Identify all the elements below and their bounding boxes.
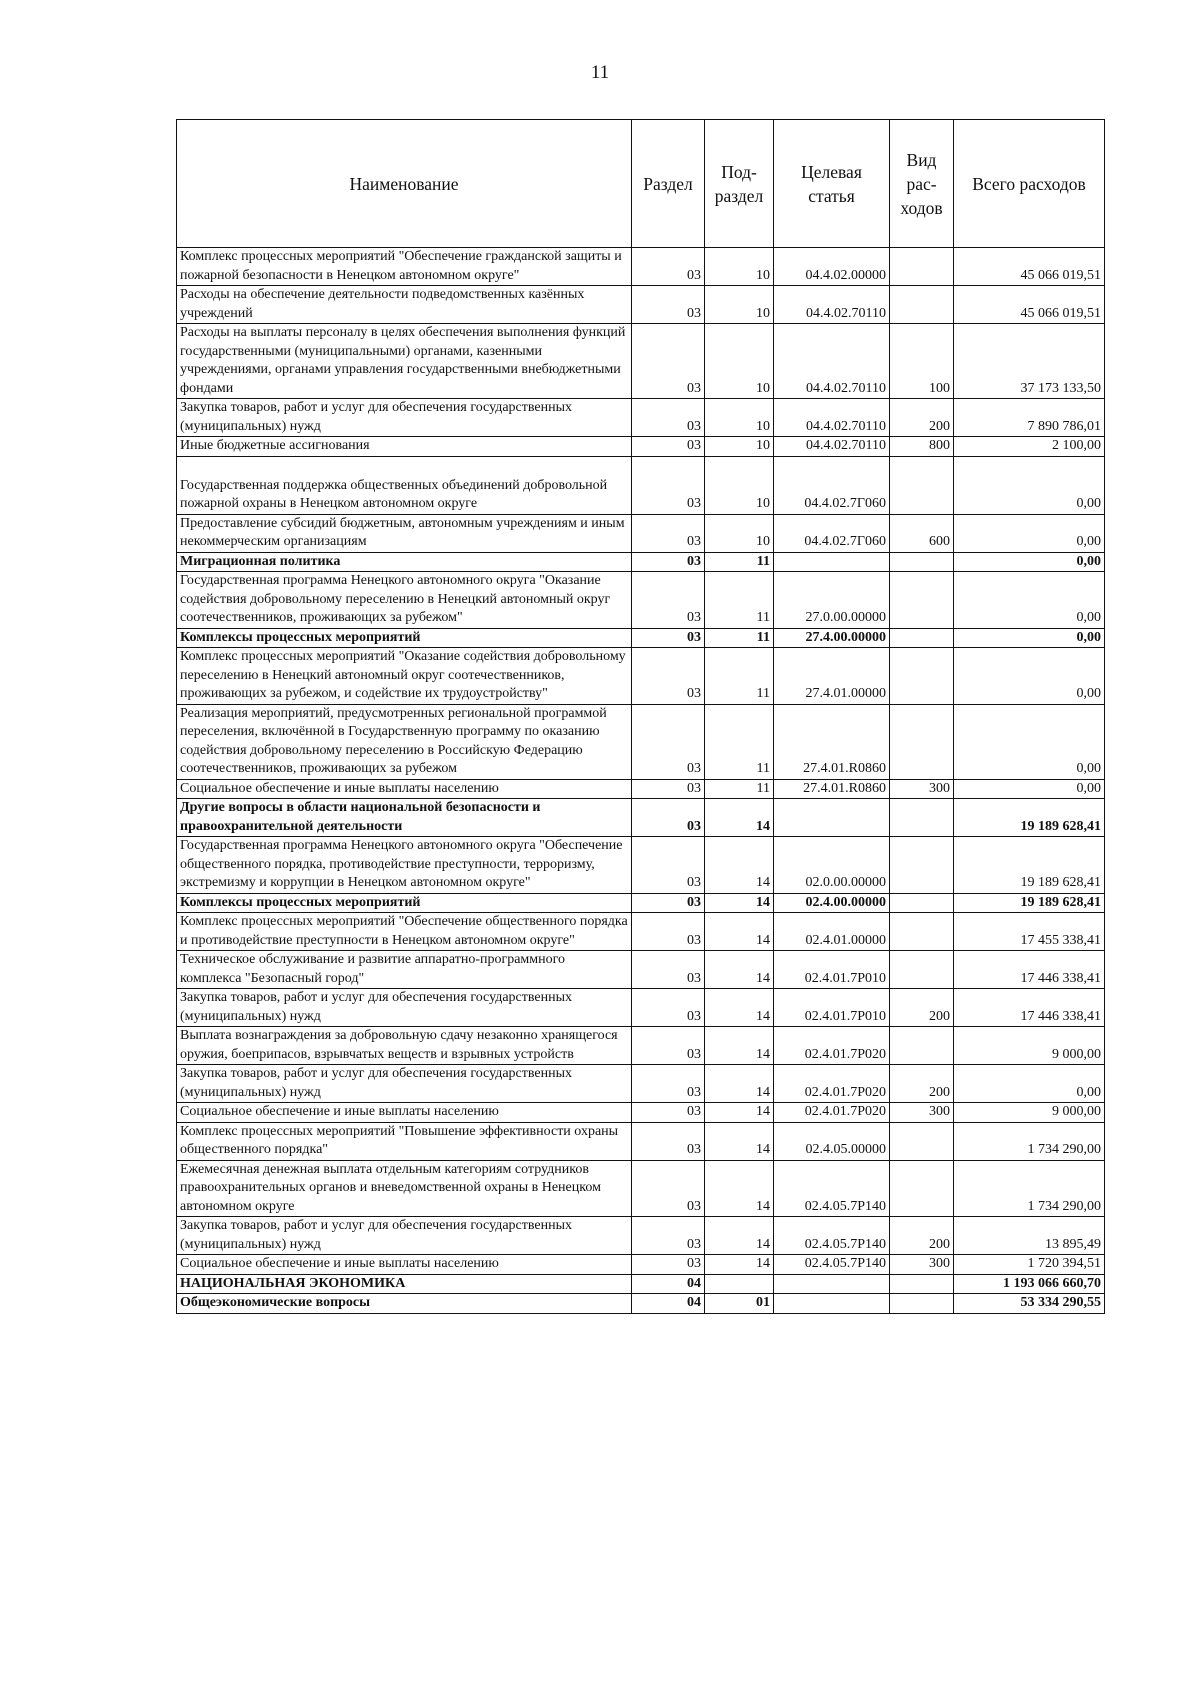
table-row — [177, 286, 1105, 324]
table-row — [177, 779, 1105, 799]
cell-razdel: 04 — [632, 1274, 705, 1294]
cell-razdel: 04 — [632, 1294, 705, 1314]
cell-name: Комплекс процессных мероприятий "Повышение эффективности охраны общественного порядка" — [177, 1122, 632, 1160]
cell-amount: 53 334 290,55 — [954, 1294, 1105, 1314]
cell-name: Государственная поддержка общественных объединений добровольной пожарной охраны в Ненецком автономном округе — [177, 456, 632, 514]
cell-vid — [890, 837, 954, 894]
cell-razdel: 03 — [632, 628, 705, 648]
table-row — [177, 324, 1105, 399]
cell-vid — [890, 648, 954, 705]
cell-razdel: 03 — [632, 1160, 705, 1217]
cell-vid — [890, 286, 954, 324]
cell-target: 27.4.01.R0860 — [774, 779, 890, 799]
cell-target: 04.4.02.70110 — [774, 286, 890, 324]
cell-amount: 0,00 — [954, 779, 1105, 799]
cell-name: Социальное обеспечение и иные выплаты населению — [177, 1255, 632, 1275]
cell-target: 27.4.00.00000 — [774, 628, 890, 648]
cell-name: Ежемесячная денежная выплата отдельным категориям сотрудников правоохранительных органов и вневедомственной охраны в Ненецком автономном округе — [177, 1160, 632, 1217]
cell-vid — [890, 572, 954, 629]
cell-razdel: 03 — [632, 286, 705, 324]
cell-name: Другие вопросы в области национальной безопасности и правоохранительной деятельности — [177, 799, 632, 837]
cell-razdel: 03 — [632, 989, 705, 1027]
cell-target: 02.4.01.7Р020 — [774, 1103, 890, 1123]
table-row — [177, 456, 1105, 514]
cell-vid: 300 — [890, 779, 954, 799]
cell-podrazdel: 11 — [705, 552, 774, 572]
cell-name: Иные бюджетные ассигнования — [177, 437, 632, 457]
cell-target: 02.4.05.00000 — [774, 1122, 890, 1160]
cell-razdel: 03 — [632, 437, 705, 457]
cell-razdel: 03 — [632, 1103, 705, 1123]
table-row — [177, 1065, 1105, 1103]
cell-vid — [890, 893, 954, 913]
cell-vid — [890, 456, 954, 514]
cell-razdel: 03 — [632, 456, 705, 514]
cell-razdel: 03 — [632, 399, 705, 437]
table-row — [177, 893, 1105, 913]
table-row — [177, 628, 1105, 648]
cell-vid — [890, 628, 954, 648]
cell-target: 02.4.01.7Р020 — [774, 1027, 890, 1065]
cell-amount: 9 000,00 — [954, 1027, 1105, 1065]
cell-name: Закупка товаров, работ и услуг для обеспечения государственных (муниципальных) нужд — [177, 1217, 632, 1255]
cell-amount: 0,00 — [954, 514, 1105, 552]
cell-target — [774, 1274, 890, 1294]
table-row — [177, 704, 1105, 779]
cell-target: 04.4.02.70110 — [774, 399, 890, 437]
cell-name: Комплекс процессных мероприятий "Оказание содействия добровольному переселению в Ненецкий автономный округ соотечественников, проживающих за рубежом, и содействие их трудоустройству" — [177, 648, 632, 705]
cell-razdel: 03 — [632, 893, 705, 913]
header-razdel: Раздел — [632, 120, 705, 248]
cell-name: Выплата вознаграждения за добровольную сдачу незаконно хранящегося оружия, боеприпасов, взрывчатых веществ и взрывных устройств — [177, 1027, 632, 1065]
cell-name: Техническое обслуживание и развитие аппаратно-программного комплекса "Безопасный город" — [177, 951, 632, 989]
cell-name: Предоставление субсидий бюджетным, автономным учреждениям и иным некоммерческим организациям — [177, 514, 632, 552]
table-row — [177, 951, 1105, 989]
cell-name: Государственная программа Ненецкого автономного округа "Обеспечение общественного порядка, противодействие преступности, терроризму, экстремизму и коррупции в Ненецком автономном округе" — [177, 837, 632, 894]
cell-podrazdel — [705, 1274, 774, 1294]
cell-vid — [890, 1027, 954, 1065]
cell-amount: 1 193 066 660,70 — [954, 1274, 1105, 1294]
cell-vid: 300 — [890, 1255, 954, 1275]
table-body — [177, 248, 1105, 1314]
header-vid: Вид рас-ходов — [890, 120, 954, 248]
table-row — [177, 248, 1105, 286]
cell-podrazdel: 14 — [705, 893, 774, 913]
cell-razdel: 03 — [632, 1065, 705, 1103]
cell-razdel: 03 — [632, 951, 705, 989]
cell-amount: 0,00 — [954, 628, 1105, 648]
cell-vid — [890, 1294, 954, 1314]
cell-razdel: 03 — [632, 1122, 705, 1160]
cell-amount: 17 455 338,41 — [954, 913, 1105, 951]
cell-target: 27.4.01.R0860 — [774, 704, 890, 779]
table-row — [177, 1217, 1105, 1255]
cell-razdel: 03 — [632, 704, 705, 779]
cell-vid: 300 — [890, 1103, 954, 1123]
cell-amount: 19 189 628,41 — [954, 837, 1105, 894]
cell-razdel: 03 — [632, 913, 705, 951]
cell-podrazdel: 14 — [705, 1103, 774, 1123]
cell-target: 27.0.00.00000 — [774, 572, 890, 629]
cell-podrazdel: 01 — [705, 1294, 774, 1314]
cell-name: Общеэкономические вопросы — [177, 1294, 632, 1314]
cell-vid: 600 — [890, 514, 954, 552]
cell-podrazdel: 10 — [705, 456, 774, 514]
cell-target — [774, 552, 890, 572]
cell-podrazdel: 11 — [705, 572, 774, 629]
cell-podrazdel: 11 — [705, 648, 774, 705]
cell-target — [774, 1294, 890, 1314]
cell-razdel: 03 — [632, 514, 705, 552]
table-row — [177, 837, 1105, 894]
cell-name: НАЦИОНАЛЬНАЯ ЭКОНОМИКА — [177, 1274, 632, 1294]
cell-amount: 17 446 338,41 — [954, 951, 1105, 989]
budget-table — [176, 119, 1105, 1314]
cell-target: 02.4.05.7Р140 — [774, 1160, 890, 1217]
cell-razdel: 03 — [632, 248, 705, 286]
cell-razdel: 03 — [632, 779, 705, 799]
cell-amount: 0,00 — [954, 1065, 1105, 1103]
cell-amount: 1 734 290,00 — [954, 1160, 1105, 1217]
cell-vid: 800 — [890, 437, 954, 457]
cell-target: 02.4.01.7Р010 — [774, 951, 890, 989]
cell-amount: 0,00 — [954, 648, 1105, 705]
cell-amount: 0,00 — [954, 704, 1105, 779]
cell-vid — [890, 799, 954, 837]
cell-vid — [890, 552, 954, 572]
cell-target: 27.4.01.00000 — [774, 648, 890, 705]
cell-amount: 1 720 394,51 — [954, 1255, 1105, 1275]
cell-target: 04.4.02.7Г060 — [774, 456, 890, 514]
cell-name: Закупка товаров, работ и услуг для обеспечения государственных (муниципальных) нужд — [177, 399, 632, 437]
cell-vid — [890, 704, 954, 779]
cell-podrazdel: 10 — [705, 248, 774, 286]
table-row — [177, 1122, 1105, 1160]
cell-name: Реализация мероприятий, предусмотренных региональной программой переселения, включённой в Государственную программу по оказанию содействия добровольному переселению в Российскую Федерацию соотечественников, проживающих за рубежом — [177, 704, 632, 779]
cell-target: 02.4.00.00000 — [774, 893, 890, 913]
cell-razdel: 03 — [632, 1217, 705, 1255]
cell-amount: 9 000,00 — [954, 1103, 1105, 1123]
cell-name: Расходы на выплаты персоналу в целях обеспечения выполнения функций государственными (муниципальными) органами, казенными учреждениями, органами управления государственными внебюджетными фондами — [177, 324, 632, 399]
cell-amount: 37 173 133,50 — [954, 324, 1105, 399]
cell-razdel: 03 — [632, 837, 705, 894]
cell-name: Социальное обеспечение и иные выплаты населению — [177, 779, 632, 799]
cell-name: Закупка товаров, работ и услуг для обеспечения государственных (муниципальных) нужд — [177, 1065, 632, 1103]
cell-amount: 17 446 338,41 — [954, 989, 1105, 1027]
cell-vid — [890, 951, 954, 989]
cell-podrazdel: 14 — [705, 1160, 774, 1217]
cell-vid — [890, 1160, 954, 1217]
page-number: 11 — [590, 62, 610, 83]
cell-podrazdel: 14 — [705, 837, 774, 894]
table-row — [177, 1103, 1105, 1123]
header-target: Целевая статья — [774, 120, 890, 248]
cell-podrazdel: 11 — [705, 704, 774, 779]
cell-vid: 100 — [890, 324, 954, 399]
cell-vid — [890, 913, 954, 951]
cell-vid — [890, 1274, 954, 1294]
cell-name: Комплекс процессных мероприятий "Обеспечение общественного порядка и противодействие преступности в Ненецком автономном округе" — [177, 913, 632, 951]
table-row — [177, 514, 1105, 552]
table-row — [177, 1274, 1105, 1294]
cell-amount: 19 189 628,41 — [954, 893, 1105, 913]
cell-podrazdel: 14 — [705, 1122, 774, 1160]
cell-target — [774, 799, 890, 837]
cell-target: 04.4.02.00000 — [774, 248, 890, 286]
table-row — [177, 648, 1105, 705]
cell-amount: 13 895,49 — [954, 1217, 1105, 1255]
cell-vid — [890, 248, 954, 286]
cell-podrazdel: 10 — [705, 324, 774, 399]
table-row — [177, 552, 1105, 572]
cell-razdel: 03 — [632, 1255, 705, 1275]
table-row — [177, 1294, 1105, 1314]
cell-vid: 200 — [890, 1065, 954, 1103]
cell-razdel: 03 — [632, 648, 705, 705]
cell-amount: 0,00 — [954, 572, 1105, 629]
cell-podrazdel: 10 — [705, 437, 774, 457]
table-row — [177, 572, 1105, 629]
cell-razdel: 03 — [632, 552, 705, 572]
cell-razdel: 03 — [632, 1027, 705, 1065]
table-row — [177, 437, 1105, 457]
cell-name: Комплексы процессных мероприятий — [177, 893, 632, 913]
table-row — [177, 399, 1105, 437]
cell-amount: 19 189 628,41 — [954, 799, 1105, 837]
cell-target: 02.4.01.7Р020 — [774, 1065, 890, 1103]
cell-name: Закупка товаров, работ и услуг для обеспечения государственных (муниципальных) нужд — [177, 989, 632, 1027]
cell-amount: 0,00 — [954, 456, 1105, 514]
cell-name: Комплексы процессных мероприятий — [177, 628, 632, 648]
cell-podrazdel: 11 — [705, 628, 774, 648]
header-podrazdel: Под-раздел — [705, 120, 774, 248]
cell-amount: 1 734 290,00 — [954, 1122, 1105, 1160]
cell-podrazdel: 11 — [705, 779, 774, 799]
cell-vid: 200 — [890, 399, 954, 437]
cell-amount: 7 890 786,01 — [954, 399, 1105, 437]
cell-target: 02.4.05.7Р140 — [774, 1217, 890, 1255]
header-name: Наименование — [177, 120, 632, 248]
cell-amount: 45 066 019,51 — [954, 248, 1105, 286]
cell-name: Государственная программа Ненецкого автономного округа "Оказание содействия добровольному переселению в Ненецкий автономный округ соотечественников, проживающих за рубежом" — [177, 572, 632, 629]
cell-podrazdel: 14 — [705, 951, 774, 989]
cell-target: 04.4.02.70110 — [774, 324, 890, 399]
cell-name: Комплекс процессных мероприятий "Обеспечение гражданской защиты и пожарной безопасности в Ненецком автономном округе" — [177, 248, 632, 286]
cell-podrazdel: 14 — [705, 1255, 774, 1275]
cell-vid — [890, 1122, 954, 1160]
cell-name: Социальное обеспечение и иные выплаты населению — [177, 1103, 632, 1123]
cell-target: 02.4.01.7Р010 — [774, 989, 890, 1027]
cell-podrazdel: 14 — [705, 799, 774, 837]
cell-podrazdel: 10 — [705, 514, 774, 552]
cell-amount: 2 100,00 — [954, 437, 1105, 457]
cell-podrazdel: 14 — [705, 1027, 774, 1065]
cell-name: Миграционная политика — [177, 552, 632, 572]
cell-podrazdel: 14 — [705, 1065, 774, 1103]
table-row — [177, 1160, 1105, 1217]
cell-name: Расходы на обеспечение деятельности подведомственных казённых учреждений — [177, 286, 632, 324]
cell-target: 02.0.00.00000 — [774, 837, 890, 894]
table-header-row — [177, 120, 1105, 248]
table-row — [177, 913, 1105, 951]
table-row — [177, 799, 1105, 837]
header-total: Всего расходов — [954, 120, 1105, 248]
cell-podrazdel: 14 — [705, 1217, 774, 1255]
table-row — [177, 989, 1105, 1027]
cell-vid: 200 — [890, 1217, 954, 1255]
cell-target: 02.4.01.00000 — [774, 913, 890, 951]
cell-podrazdel: 10 — [705, 399, 774, 437]
cell-target: 04.4.02.7Г060 — [774, 514, 890, 552]
cell-razdel: 03 — [632, 572, 705, 629]
cell-podrazdel: 10 — [705, 286, 774, 324]
table-row — [177, 1027, 1105, 1065]
cell-amount: 0,00 — [954, 552, 1105, 572]
cell-vid: 200 — [890, 989, 954, 1027]
cell-target: 02.4.05.7Р140 — [774, 1255, 890, 1275]
cell-amount: 45 066 019,51 — [954, 286, 1105, 324]
cell-podrazdel: 14 — [705, 989, 774, 1027]
cell-target: 04.4.02.70110 — [774, 437, 890, 457]
table-row — [177, 1255, 1105, 1275]
cell-razdel: 03 — [632, 799, 705, 837]
cell-podrazdel: 14 — [705, 913, 774, 951]
cell-razdel: 03 — [632, 324, 705, 399]
